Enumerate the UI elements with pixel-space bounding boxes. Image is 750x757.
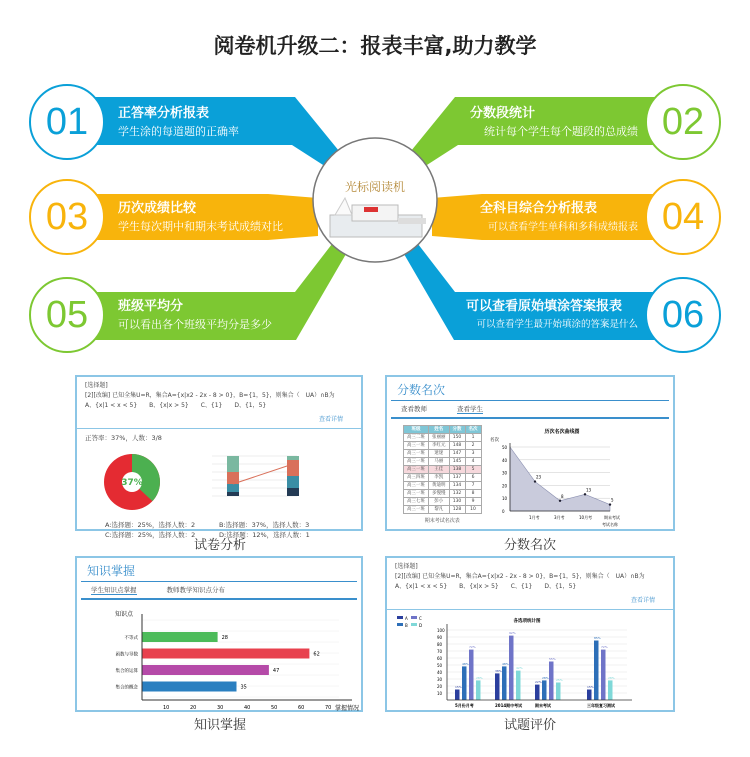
bar-label: 不等式 <box>124 636 138 641</box>
y-tick: 40 <box>501 457 507 463</box>
bar-0 <box>142 632 218 642</box>
table-cell: 李凯 <box>429 474 450 482</box>
legend-swatch <box>411 616 417 619</box>
x-axis-label: 掌握情况 <box>335 705 360 712</box>
y-axis-label: 知识点 <box>115 611 134 618</box>
bar-value: 48% <box>502 661 509 666</box>
option-stat: B:选择题：37%，选择人数：3 <box>219 521 310 529</box>
x-tick: 三年级复习测试 <box>587 703 615 708</box>
bar-value: 38% <box>495 668 502 673</box>
table-cell: 137 <box>449 474 465 482</box>
table-cell: 高三一班 <box>404 466 429 474</box>
knowledge-panel <box>75 556 363 712</box>
bar <box>495 673 500 700</box>
table-cell: 7 <box>465 482 481 490</box>
feature-title: 可以查看原始填涂答案报表 <box>466 299 623 314</box>
correct-rate: 正答率：37%，人数：3/8 <box>85 434 162 442</box>
ranking-table <box>403 425 482 514</box>
caption-knowledge: 知识掌握 <box>193 718 246 733</box>
table-caption: 期末考试名次表 <box>424 518 460 524</box>
y-tick: 20 <box>501 483 507 489</box>
bar <box>601 650 606 700</box>
bar <box>587 690 592 701</box>
x-tick: 40 <box>244 705 251 711</box>
data-point <box>533 480 535 482</box>
bar-label: 集合的概念 <box>115 685 138 691</box>
x-tick: 70 <box>325 705 332 711</box>
bar-value: 62 <box>313 651 320 658</box>
x-tick: 2014期中考试 <box>495 703 523 708</box>
table-cell: 高三一班 <box>404 506 429 514</box>
table-cell: 145 <box>449 458 465 466</box>
y-axis-label: 名次 <box>489 438 499 443</box>
table-cell: 高三一班 <box>404 458 429 466</box>
feature-number: 04 <box>661 196 705 238</box>
legend-swatch <box>397 623 403 626</box>
bar <box>549 662 554 701</box>
option-stat: C:选择题：25%，选择人数：2 <box>105 531 196 539</box>
table-cell: 138 <box>449 466 465 474</box>
bar-2 <box>142 665 269 675</box>
stacked-bar <box>287 460 299 476</box>
table-cell: 148 <box>449 442 465 450</box>
caption-analysis: 试卷分析 <box>193 538 246 553</box>
table-cell: 147 <box>449 450 465 458</box>
x-tick: 30 <box>217 705 224 711</box>
table-row <box>404 490 482 498</box>
bar-1 <box>142 649 309 659</box>
y-tick: 30 <box>501 470 507 476</box>
question-text: [2][改编] 已知全集U=R，集合A={x|x2 - 2x - 8 > 0}，B={1，5}，则集合（ UA）∩B为 <box>395 573 645 580</box>
y-tick: 90 <box>437 635 443 640</box>
legend-swatch <box>397 616 403 619</box>
tab-student[interactable]: 查看学生 <box>457 405 483 413</box>
bar-value: 15% <box>587 685 594 689</box>
feature-title: 班级平均分 <box>118 299 184 314</box>
x-tick: 5月份月考 <box>455 703 474 708</box>
table-cell: 8 <box>465 490 481 498</box>
ranking-panel <box>385 375 675 531</box>
table-cell: 5 <box>465 466 481 474</box>
feature-title: 历次成绩比较 <box>118 201 197 216</box>
data-point <box>558 500 560 502</box>
panel-title: 知识掌握 <box>87 564 136 578</box>
table-cell: 150 <box>449 434 465 442</box>
option-stat: A:选择题：25%，选择人数：2 <box>105 521 196 529</box>
table-row <box>404 498 482 506</box>
table-cell: 128 <box>449 506 465 514</box>
table-cell: 6 <box>465 474 481 482</box>
legend-label: C <box>419 616 422 621</box>
feature-number: 06 <box>661 294 705 336</box>
table-cell: 黄迪明 <box>429 482 450 490</box>
x-tick: 3月考 <box>553 515 565 520</box>
legend-label: A <box>405 616 408 621</box>
legend-swatch <box>411 623 417 626</box>
trend-line <box>233 464 293 484</box>
table-cell: 1 <box>465 434 481 442</box>
data-label: 5 <box>610 497 614 503</box>
view-details-link[interactable]: 查看详情 <box>630 597 655 604</box>
feature-desc: 统计每个学生每个题段的总成绩 <box>484 125 638 138</box>
feature-title: 正答率分析报表 <box>118 106 210 121</box>
y-tick: 50 <box>437 663 443 668</box>
y-tick: 40 <box>437 670 443 675</box>
table-cell: 高三一班 <box>404 482 429 490</box>
feature-desc: 学生每次期中和期末考试成绩对比 <box>118 220 283 233</box>
feature-desc: 可以查看学生单科和多科成绩报表 <box>488 222 638 233</box>
column-header: 班级 <box>404 426 429 434</box>
table-row <box>404 482 482 490</box>
bar-value: 85% <box>594 636 601 640</box>
feature-desc: 学生涂的每道题的正确率 <box>118 125 239 138</box>
tab-teacher-knowledge[interactable]: 教师教学知识点分布 <box>166 586 225 594</box>
table-cell: 马丽 <box>429 458 450 466</box>
bar-value: 25% <box>556 678 563 682</box>
tab-teacher[interactable]: 查看教师 <box>401 405 427 413</box>
table-row <box>404 434 482 442</box>
bar <box>556 683 561 701</box>
caption-ranking: 分数名次 <box>503 538 556 553</box>
question-block <box>77 377 361 429</box>
x-tick: 期末考试 <box>535 703 551 708</box>
bar-value: 28% <box>476 675 483 680</box>
table-cell: 迷迷 <box>429 450 450 458</box>
data-point <box>608 503 610 505</box>
table-cell: 9 <box>465 498 481 506</box>
table-cell: 李红元 <box>429 442 450 450</box>
data-point <box>583 493 585 495</box>
x-tick: 10 <box>163 705 170 711</box>
feature-number: 05 <box>45 294 89 336</box>
bar-value: 22% <box>535 680 542 685</box>
y-tick: 70 <box>437 649 443 654</box>
bar-value: 28% <box>608 675 615 680</box>
bar-label: 函数与导数 <box>115 652 138 658</box>
y-tick: 50 <box>501 445 507 450</box>
bar <box>502 666 507 700</box>
bar <box>535 685 540 700</box>
stacked-bar <box>287 456 299 460</box>
table-cell: 2 <box>465 442 481 450</box>
table-row <box>404 442 482 450</box>
x-tick: 60 <box>298 705 305 711</box>
y-tick: 20 <box>437 684 443 689</box>
x-tick: 20 <box>190 705 197 711</box>
column-header: 姓名 <box>429 426 450 434</box>
y-tick: 0 <box>501 509 505 514</box>
line-chart-title: 历次名次曲线图 <box>543 429 580 435</box>
table-cell: 多慢慢 <box>429 490 450 498</box>
y-tick: 10 <box>501 496 507 502</box>
table-cell: 张丽丽 <box>429 434 450 442</box>
bar-value: 42% <box>516 666 523 671</box>
table-cell: 高三七班 <box>404 498 429 506</box>
column-header: 分数 <box>449 426 465 434</box>
evaluation-panel <box>385 556 675 712</box>
bar-value: 35 <box>240 684 247 691</box>
y-tick: 30 <box>437 677 443 682</box>
page-title: 阅卷机升级二：报表丰富,助力教学 <box>213 34 537 58</box>
caption-evaluation: 试题评价 <box>503 718 556 733</box>
table-cell: 黎凡 <box>429 506 450 514</box>
question-options: A、{x|1 < x < 5} B、{x|x > 5} C、{1} D、{1，5} <box>395 583 577 590</box>
question-tag: [选择题] <box>85 382 108 389</box>
bar <box>509 636 514 700</box>
feature-title: 分数段统计 <box>470 106 536 121</box>
table-cell: 高三一班 <box>404 490 429 498</box>
bar-value: 15% <box>455 685 462 689</box>
bar <box>542 680 547 700</box>
table-cell: 3 <box>465 450 481 458</box>
knowledge-bar-chart <box>77 600 361 715</box>
table-row <box>404 474 482 482</box>
chart-title: 各选项统计图 <box>513 619 541 624</box>
feature-number: 02 <box>661 101 705 143</box>
bar-value: 28% <box>542 675 549 680</box>
data-label: 13 <box>585 487 591 493</box>
table-row <box>404 466 482 474</box>
question-tag: [选择题] <box>395 563 418 570</box>
tab-student-knowledge[interactable]: 学生知识点掌握 <box>91 586 137 594</box>
table-row <box>404 458 482 466</box>
stacked-bar <box>227 492 239 496</box>
feature-number: 01 <box>45 101 89 143</box>
table-cell: 彭小 <box>429 498 450 506</box>
bar-value: 47 <box>272 668 280 674</box>
analysis-panel <box>75 375 363 539</box>
x-axis-label: 考试名称 <box>601 522 618 527</box>
column-header: 名次 <box>465 426 481 434</box>
pie-label: 37% <box>121 478 143 488</box>
table-cell: 高三二班 <box>404 434 429 442</box>
bar-value: 72% <box>469 645 476 650</box>
evaluation-bar-chart <box>387 610 673 710</box>
bar <box>462 666 467 700</box>
bar <box>455 690 460 701</box>
bar <box>476 680 481 700</box>
center-circle <box>313 138 437 262</box>
x-tick: 50 <box>271 705 278 711</box>
data-label: 8 <box>560 493 564 499</box>
bar <box>469 650 474 700</box>
table-cell: 高三一班 <box>404 450 429 458</box>
stacked-bar <box>287 488 299 496</box>
stacked-bar <box>287 476 299 488</box>
bar-value: 55% <box>549 657 556 661</box>
feature-desc: 可以看出各个班级平均分是多少 <box>118 318 272 331</box>
table-cell: 10 <box>465 506 481 514</box>
panel-title: 分数名次 <box>397 383 446 397</box>
question-options: A、{x|1 < x < 5} B、{x|x > 5} C、{1} D、{1，5} <box>85 402 267 409</box>
feature-title: 全科目综合分析报表 <box>480 201 598 216</box>
y-tick: 60 <box>437 656 443 661</box>
x-tick: 1月考 <box>528 515 540 520</box>
table-row <box>404 450 482 458</box>
table-cell: 132 <box>449 490 465 498</box>
y-tick: 80 <box>437 642 443 647</box>
table-row <box>404 506 482 514</box>
bar-3 <box>142 682 237 692</box>
question-block <box>387 558 673 610</box>
bar-value: 48% <box>462 661 469 666</box>
option-stat: D:选择题：12%，选择人数：1 <box>219 531 310 539</box>
stacked-bar <box>227 456 239 472</box>
table-cell: 134 <box>449 482 465 490</box>
feature-desc: 可以查看学生最开始填涂的答案是什么 <box>476 319 638 330</box>
table-cell: 高三四班 <box>404 474 429 482</box>
stacked-bar <box>227 484 239 492</box>
question-text: [2][改编] 已知全集U=R，集合A={x|x2 - 2x - 8 > 0}，B={1，5}，则集合（ UA）∩B为 <box>85 392 335 399</box>
bar-value: 72% <box>601 645 608 650</box>
bar <box>608 680 613 700</box>
feature-number: 03 <box>45 196 89 238</box>
table-cell: 130 <box>449 498 465 506</box>
bar-value: 28 <box>221 635 228 641</box>
table-cell: 4 <box>465 458 481 466</box>
x-tick: 10月考 <box>578 515 592 520</box>
x-tick: 期末考试 <box>603 515 620 520</box>
bar <box>594 641 599 701</box>
bar-value: 92% <box>509 631 516 636</box>
y-tick: 10 <box>437 691 443 696</box>
legend-label: B <box>405 623 408 628</box>
view-details-link[interactable]: 查看详情 <box>318 416 343 423</box>
y-tick: 100 <box>437 628 445 633</box>
bar-label: 集合的运算 <box>115 669 138 674</box>
table-cell: 高三一班 <box>404 442 429 450</box>
data-label: 23 <box>535 474 541 480</box>
rank-line-chart <box>482 425 622 529</box>
center-label: 光标阅读机 <box>344 180 405 194</box>
table-cell: 王佳 <box>429 466 450 474</box>
bar <box>516 671 521 700</box>
legend-label: D <box>419 623 423 628</box>
analysis-charts <box>77 446 361 518</box>
